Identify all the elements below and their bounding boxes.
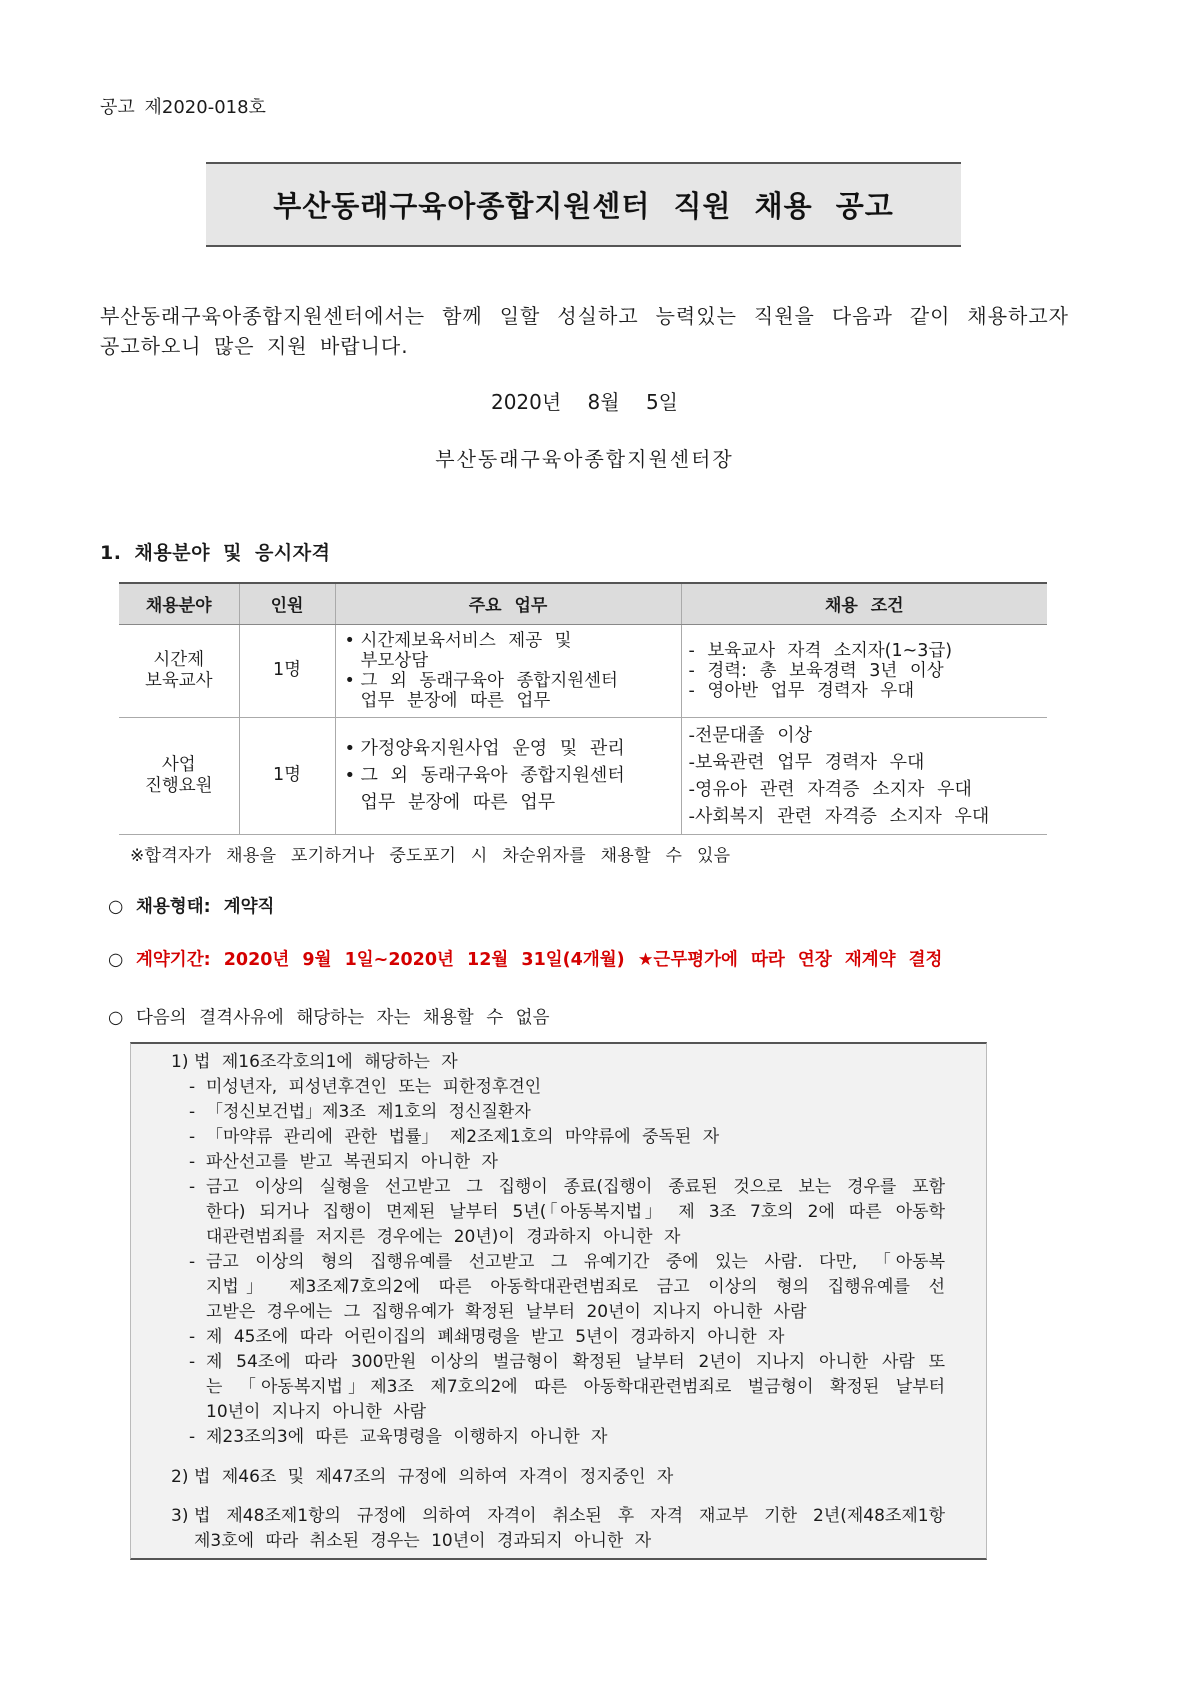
subitem-line: 「마약류 관리에 관한 법률」 제2조제1호의 마약류에 중독된 자 [206, 1127, 720, 1147]
header-field: 채용분야 [119, 583, 239, 624]
item-text: 법 제16조각호의1에 해당하는 자 [194, 1052, 458, 1072]
condition-line: - 보육교사 자격 소지자(1~3급) [688, 640, 953, 661]
field-line: 사업 [161, 754, 196, 775]
circle-bullet-icon: ○ [108, 950, 124, 970]
subitem-row [131, 1400, 986, 1425]
bullet-icon: • [344, 765, 356, 786]
disqualification-subitem [131, 1425, 986, 1450]
signer: 부산동래구육아종합지원센터장 [435, 447, 734, 471]
dash-marker: - [189, 1102, 196, 1122]
duty-item [336, 631, 681, 671]
condition-line: - 경력: 총 보육경력 3년 이상 [688, 660, 944, 681]
duty-line: 부모상담 [360, 650, 429, 671]
cell-duties [335, 717, 681, 834]
duty-line: 가정양육지원사업 운영 및 관리 [360, 738, 625, 759]
duty-item [336, 735, 681, 762]
contract-period-text: 계약기간: 2020년 9월 1일~2020년 12월 31일(4개월) ★근무평가에 따라 연장 재계약 결정 [136, 950, 943, 970]
employment-type-text: 채용형태: 계약직 [136, 897, 275, 917]
subitem-row [131, 1300, 986, 1325]
duty-item [336, 762, 681, 816]
recruitment-table [119, 582, 1047, 835]
disqualification-subitem [131, 1075, 986, 1100]
disqualification-heading-text: 다음의 결격사유에 해당하는 자는 채용할 수 없음 [136, 1008, 550, 1028]
section-heading: 1. 채용분야 및 응시자격 [100, 542, 331, 564]
subitem-row [131, 1250, 986, 1275]
circle-bullet-icon: ○ [108, 1008, 124, 1028]
subitem-line: 미성년자, 피성년후견인 또는 피한정후견인 [206, 1077, 542, 1097]
dash-marker: - [189, 1127, 196, 1147]
subitem-line: 10년이 지나지 아니한 사람 [206, 1402, 427, 1422]
table-note: ※합격자가 채용을 포기하거나 중도포기 시 차순위자를 채용할 수 있음 [130, 846, 731, 866]
announcement-date: 2020년 8월 5일 [490, 390, 679, 414]
cell-field [119, 624, 239, 717]
disqualification-item [131, 1504, 986, 1554]
cell-conditions [681, 624, 1047, 717]
disqualification-subitem [131, 1150, 986, 1175]
condition-line: - 영아반 업무 경력자 우대 [688, 680, 915, 701]
dash-marker: - [189, 1327, 196, 1347]
subitem-row [131, 1200, 986, 1225]
bullet-icon: • [344, 630, 355, 651]
subitem-line: 고받은 경우에는 그 집행유예가 확정된 날부터 20년이 지나지 아니한 사람 [206, 1302, 807, 1322]
cell-count: 1명 [239, 624, 335, 717]
table-header-row [119, 583, 1047, 624]
disqualification-box [130, 1042, 987, 1560]
subitem-line: 한다) 되거나 집행이 면제된 날부터 5년(「아동복지법」 제 3조 7호의 2에 따른 아동학 [206, 1202, 945, 1222]
condition-line: -보육관련 업무 경력자 우대 [688, 751, 925, 773]
cell-conditions [681, 717, 1047, 834]
disqualification-subitem [131, 1100, 986, 1125]
item-text: 법 제46조 및 제47조의 규정에 의하여 자격이 정지중인 자 [194, 1467, 674, 1487]
item-number: 1) [171, 1052, 189, 1072]
dash-marker: - [189, 1152, 196, 1172]
subitem-row [131, 1175, 986, 1200]
circle-bullet-icon: ○ [108, 897, 124, 917]
subitem-line: 는 「아동복지법」제3조 제7호의2에 따른 아동학대관련범죄로 벌금형이 확정된 날부터 [206, 1377, 945, 1397]
duty-line: 시간제보육서비스 제공 및 [360, 630, 572, 651]
notice-number: 공고 제2020-018호 [100, 97, 266, 118]
subitem-line: 대관련범죄를 저지른 경우에는 20년)이 경과하지 아니한 자 [206, 1227, 681, 1247]
duty-line: 업무 분장에 따른 업무 [360, 792, 556, 813]
subitem-line: 「정신보건법」제3조 제1호의 정신질환자 [206, 1102, 531, 1122]
cell-field [119, 717, 239, 834]
header-duties: 주요 업무 [335, 583, 681, 624]
bullet-icon: • [344, 738, 356, 759]
disqualification-subitem [131, 1125, 986, 1150]
subitem-line: 금고 이상의 형의 집행유예를 선고받고 그 유예기간 중에 있는 사람. 다만, 「아동복 [206, 1252, 945, 1272]
disqualification-heading [108, 1006, 549, 1030]
subitem-line: 지법」 제3조제7호의2에 따른 아동학대관련범죄로 금고 이상의 형의 집행유예를 선 [206, 1277, 945, 1297]
duty-line: 그 외 동래구육아 종합지원센터 [360, 670, 618, 691]
title-box [206, 162, 961, 247]
duty-line: 업무 분장에 따른 업무 [360, 690, 551, 711]
disqualification-item [131, 1465, 986, 1490]
table-row [119, 624, 1047, 717]
subitem-row [131, 1350, 986, 1375]
disqualification-subitem [131, 1250, 986, 1325]
dash-marker: - [189, 1077, 196, 1097]
dash-marker: - [189, 1352, 196, 1372]
subitem-row [131, 1375, 986, 1400]
cell-count: 1명 [239, 717, 335, 834]
header-count: 인원 [239, 583, 335, 624]
condition-line: -전문대졸 이상 [688, 724, 813, 746]
condition-line: -영유아 관련 자격증 소지자 우대 [688, 778, 972, 800]
subitem-row [131, 1275, 986, 1300]
dash-marker: - [189, 1177, 196, 1197]
subitem-line: 제 45조에 따라 어린이집의 폐쇄명령을 받고 5년이 경과하지 아니한 자 [206, 1327, 785, 1347]
cell-duties [335, 624, 681, 717]
item-text: 법 제48조제1항의 규정에 의하여 자격이 취소된 후 자격 재교부 기한 2년(제48조제1항 [194, 1506, 945, 1526]
subitem-line: 금고 이상의 실형을 선고받고 그 집행이 종료(집행이 종료된 것으로 보는 경우를 포함 [206, 1177, 945, 1197]
header-conditions: 채용 조건 [681, 583, 1047, 624]
field-line: 진행요원 [144, 775, 213, 796]
disqualification-subitem [131, 1175, 986, 1250]
table-row [119, 717, 1047, 834]
disqualification-subitem [131, 1325, 986, 1350]
dash-marker: - [189, 1427, 196, 1447]
item-row [131, 1529, 986, 1554]
subitem-line: 제23조의3에 따른 교육명령을 이행하지 아니한 자 [206, 1427, 608, 1447]
field-line: 보육교사 [144, 670, 213, 691]
contract-period [108, 948, 942, 972]
intro-line-2: 공고하오니 많은 지원 바랍니다. [100, 334, 409, 358]
subitem-line: 제 54조에 따라 300만원 이상의 벌금형이 확정된 날부터 2년이 지나지 아니한 사람 또 [206, 1352, 945, 1372]
dash-marker: - [189, 1252, 196, 1272]
duty-line: 그 외 동래구육아 종합지원센터 [360, 765, 625, 786]
disqualification-item [131, 1050, 986, 1075]
item-number: 3) [171, 1506, 189, 1526]
intro-line-1: 부산동래구육아종합지원센터에서는 함께 일할 성실하고 능력있는 직원을 다음과 같이 채용하고자 [100, 304, 1069, 328]
item-row [131, 1504, 986, 1529]
bullet-icon: • [344, 670, 355, 691]
duty-item [336, 671, 681, 711]
subitem-line: 파산선고를 받고 복권되지 아니한 자 [206, 1152, 498, 1172]
page-title: 부산동래구육아종합지원센터 직원 채용 공고 [273, 189, 894, 223]
item-number: 2) [171, 1467, 189, 1487]
disqualification-subitem [131, 1350, 986, 1425]
field-line: 시간제 [153, 649, 205, 670]
item-text: 제3호에 따라 취소된 경우는 10년이 경과되지 아니한 자 [194, 1531, 652, 1551]
employment-type [108, 895, 274, 919]
condition-line: -사회복지 관련 자격증 소지자 우대 [688, 805, 990, 827]
subitem-row [131, 1225, 986, 1250]
